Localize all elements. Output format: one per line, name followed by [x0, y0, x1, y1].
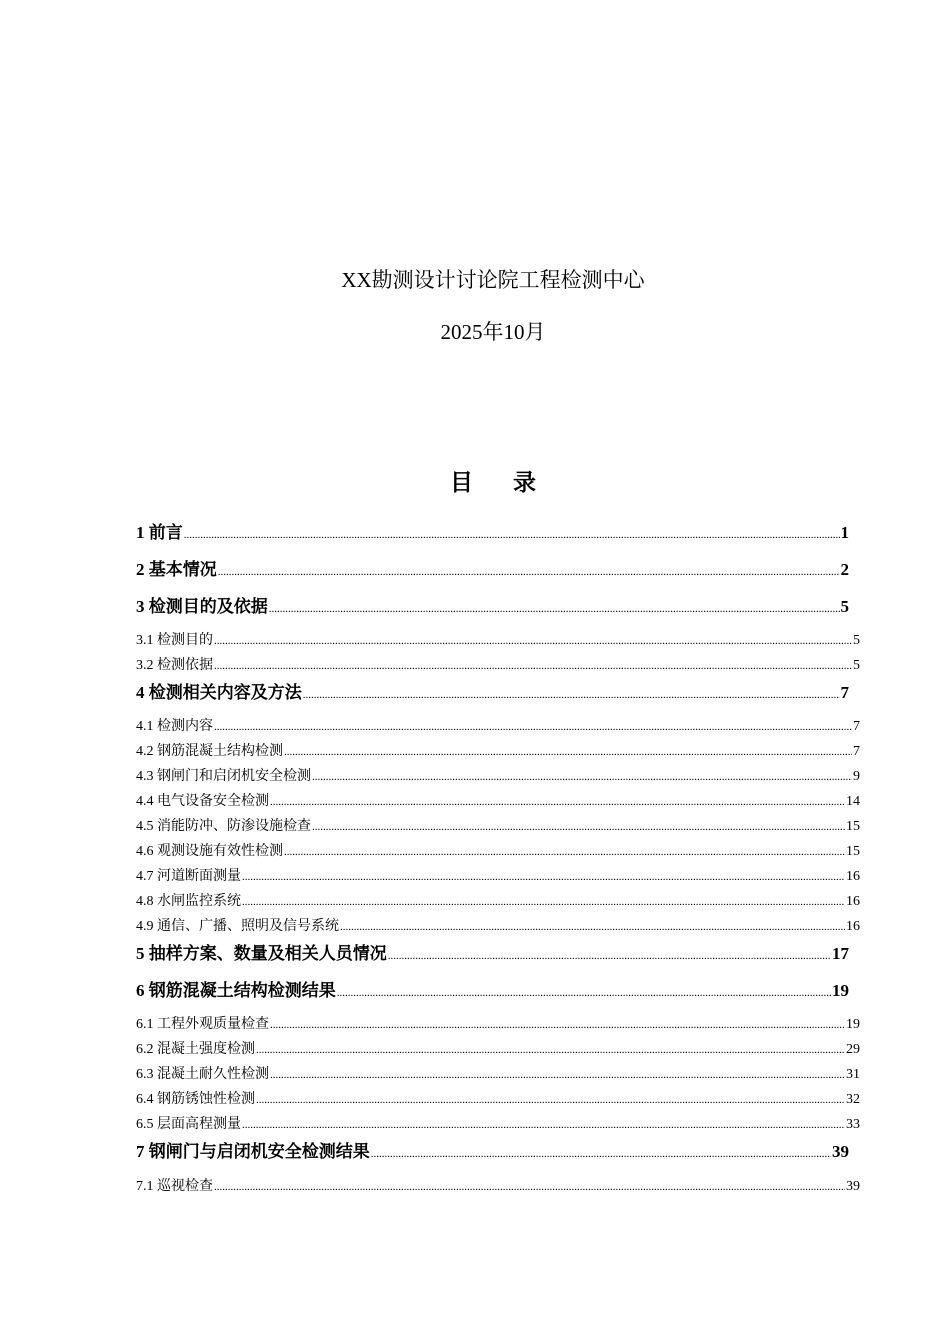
- toc-entry-label: 6.1 工程外观质量检查: [136, 1017, 269, 1032]
- toc-leader-dots: [214, 1181, 845, 1193]
- toc-entry-6-4[interactable]: [136, 1088, 860, 1108]
- toc-entry-4-4[interactable]: [136, 790, 860, 810]
- toc-entry-page: 7: [840, 683, 849, 702]
- toc-entry-4-9[interactable]: [136, 915, 860, 935]
- toc-entry-label: 4.7 河道断面测量: [136, 869, 241, 884]
- toc-entry-page: 15: [846, 819, 860, 834]
- toc-entry-label: 5 抽样方案、数量及相关人员情况: [136, 944, 387, 963]
- toc-entry-page: 2: [840, 560, 849, 579]
- toc-entry-label: 4.2 钢筋混凝土结构检测: [136, 744, 283, 759]
- toc-entry-label: 6.3 混凝土耐久性检测: [136, 1067, 269, 1082]
- toc-entry-page: 32: [846, 1092, 860, 1107]
- toc-entry-page: 19: [846, 1017, 860, 1032]
- toc-entry-label: 7 钢闸门与启闭机安全检测结果: [136, 1142, 370, 1161]
- toc-leader-dots: [256, 1094, 845, 1106]
- organization-name: XX勘测设计讨论院工程检测中心: [341, 268, 645, 292]
- toc-leader-dots: [256, 1044, 845, 1056]
- toc-entry-6-1[interactable]: [136, 1013, 860, 1033]
- toc-entry-page: 1: [840, 523, 849, 542]
- toc-entry-4-1[interactable]: [136, 715, 860, 735]
- toc-entry-4-5[interactable]: [136, 815, 860, 835]
- toc-entry-4[interactable]: [136, 678, 849, 703]
- toc-title: [0, 464, 950, 497]
- toc-leader-dots: [270, 1019, 845, 1031]
- toc-entry-page: 5: [853, 658, 860, 673]
- toc-entry-page: 39: [832, 1142, 849, 1161]
- toc-entry-page: 5: [853, 633, 860, 648]
- toc-entry-label: 6.5 层面高程测量: [136, 1117, 241, 1132]
- toc-title-char-2: 录: [513, 470, 536, 495]
- toc-entry-label: 6 钢筋混凝土结构检测结果: [136, 981, 336, 1000]
- toc-leader-dots: [242, 1119, 845, 1131]
- toc-entry-6-2[interactable]: [136, 1038, 860, 1058]
- toc-entry-label: 3.1 检测目的: [136, 633, 213, 648]
- toc-entry-page: 17: [832, 944, 849, 963]
- toc-entry-1[interactable]: [136, 518, 849, 543]
- toc-entry-label: 2 基本情况: [136, 560, 217, 579]
- toc-entry-label: 4 检测相关内容及方法: [136, 683, 302, 702]
- toc-entry-page: 7: [853, 744, 860, 759]
- toc-entry-5[interactable]: [136, 939, 849, 964]
- toc-leader-dots: [284, 746, 852, 758]
- toc-entry-4-2[interactable]: [136, 740, 860, 760]
- toc-leader-dots: [184, 529, 840, 541]
- toc-entry-label: 6.2 混凝土强度检测: [136, 1042, 255, 1057]
- toc-leader-dots: [371, 1148, 831, 1160]
- toc-entry-label: 3.2 检测依据: [136, 658, 213, 673]
- toc-entry-7-1[interactable]: [136, 1175, 860, 1195]
- toc-entry-page: 9: [853, 769, 860, 784]
- toc-entry-page: 14: [846, 794, 860, 809]
- toc-leader-dots: [270, 1069, 845, 1081]
- toc-title-char-1: 目: [450, 470, 473, 495]
- toc-entry-page: 7: [853, 719, 860, 734]
- toc-entry-label: 7.1 巡视检查: [136, 1179, 213, 1194]
- toc-leader-dots: [214, 721, 852, 733]
- toc-entry-label: 4.3 钢闸门和启闭机安全检测: [136, 769, 311, 784]
- toc-entry-page: 5: [840, 597, 849, 616]
- toc-leader-dots: [242, 896, 845, 908]
- toc-leader-dots: [269, 603, 840, 615]
- toc-entry-label: 4.9 通信、广播、照明及信号系统: [136, 919, 339, 934]
- toc-entry-4-6[interactable]: [136, 840, 860, 860]
- toc-entry-label: 4.4 电气设备安全检测: [136, 794, 269, 809]
- toc-entry-3[interactable]: [136, 592, 849, 617]
- toc-entry-6-3[interactable]: [136, 1063, 860, 1083]
- toc-leader-dots: [242, 871, 845, 883]
- toc-entry-4-3[interactable]: [136, 765, 860, 785]
- report-date: 2025年10月: [440, 320, 546, 344]
- toc-entry-4-7[interactable]: [136, 865, 860, 885]
- toc-leader-dots: [312, 771, 852, 783]
- toc-entry-label: 4.8 水闸监控系统: [136, 894, 241, 909]
- toc-leader-dots: [388, 950, 831, 962]
- toc-leader-dots: [214, 635, 852, 647]
- toc-entry-3-1[interactable]: [136, 629, 860, 649]
- toc-entry-label: 4.6 观测设施有效性检测: [136, 844, 283, 859]
- toc-entry-page: 19: [832, 981, 849, 1000]
- toc-entry-6-5[interactable]: [136, 1113, 860, 1133]
- toc-leader-dots: [270, 796, 845, 808]
- toc-entry-page: 39: [846, 1179, 860, 1194]
- toc-entry-2[interactable]: [136, 555, 849, 580]
- toc-entry-4-8[interactable]: [136, 890, 860, 910]
- toc-entry-page: 29: [846, 1042, 860, 1057]
- toc-leader-dots: [303, 689, 840, 701]
- toc-leader-dots: [214, 660, 852, 672]
- toc-leader-dots: [312, 821, 845, 833]
- toc-entry-label: 6.4 钢筋锈蚀性检测: [136, 1092, 255, 1107]
- toc-entry-page: 33: [846, 1117, 860, 1132]
- toc-entry-page: 16: [846, 869, 860, 884]
- toc-leader-dots: [284, 846, 845, 858]
- toc-leader-dots: [340, 921, 845, 933]
- toc-entry-label: 4.5 消能防冲、防渗设施检查: [136, 819, 311, 834]
- toc-entry-label: 4.1 检测内容: [136, 719, 213, 734]
- toc-entry-page: 31: [846, 1067, 860, 1082]
- toc-entry-page: 15: [846, 844, 860, 859]
- toc-entry-3-2[interactable]: [136, 654, 860, 674]
- toc-leader-dots: [337, 987, 831, 999]
- toc-entry-6[interactable]: [136, 976, 849, 1001]
- toc-entry-page: 16: [846, 894, 860, 909]
- toc-entry-label: 1 前言: [136, 523, 183, 542]
- toc-entry-label: 3 检测目的及依据: [136, 597, 268, 616]
- toc-entry-7[interactable]: [136, 1137, 849, 1162]
- toc-leader-dots: [218, 566, 840, 578]
- toc-entry-page: 16: [846, 919, 860, 934]
